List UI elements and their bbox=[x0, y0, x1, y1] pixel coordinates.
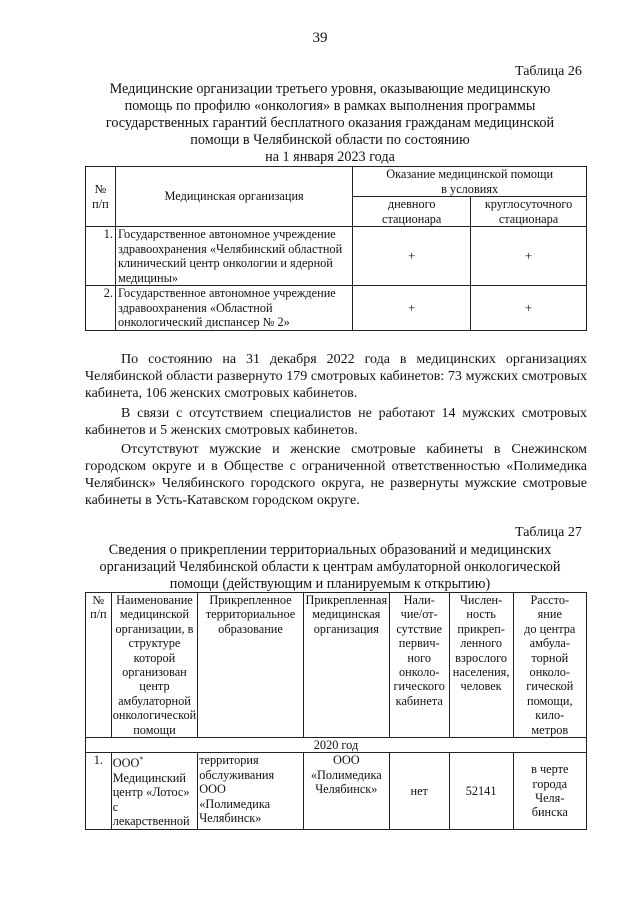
col-header-distance bbox=[513, 593, 586, 738]
header-line: Числен- bbox=[459, 593, 503, 607]
table-row bbox=[86, 753, 587, 829]
header-line: населения, bbox=[452, 665, 510, 680]
name-line: с bbox=[112, 799, 119, 814]
col-header-territory bbox=[198, 593, 304, 738]
distance-line: города bbox=[532, 776, 568, 791]
year-row bbox=[86, 738, 587, 753]
header-num-line1: № bbox=[94, 182, 107, 196]
distance-line: Челя- bbox=[535, 791, 565, 806]
header-line: Прикрепленная bbox=[305, 593, 388, 607]
org-line: Челябинск» bbox=[315, 782, 378, 797]
header-line: организован bbox=[122, 665, 187, 680]
distance-line: в черте bbox=[531, 762, 569, 777]
table-row bbox=[86, 227, 587, 286]
territory-line: территория bbox=[199, 753, 259, 768]
org-line: медицины» bbox=[117, 270, 179, 285]
row-num: 1. bbox=[86, 227, 116, 286]
col-header-num bbox=[86, 593, 112, 738]
table-27-title bbox=[80, 542, 580, 593]
header-day-line1: дневного bbox=[387, 197, 436, 211]
col-header-name bbox=[111, 593, 197, 738]
table-26-title-line: помощь по профилю «онкология» в рамках выполнения программы bbox=[124, 98, 536, 114]
header-line: организации, в bbox=[115, 621, 194, 636]
header-line: Прикрепленное bbox=[209, 593, 292, 607]
table-26-title-line: на 1 января 2023 года bbox=[265, 149, 395, 165]
org-line: онкологический диспансер № 2» bbox=[117, 315, 290, 329]
paragraph-cabinets-closed: В связи с отсутствием специалистов не работают 14 мужских смотровых кабинетов и 5 женских смотровых кабинетов. bbox=[85, 406, 587, 438]
header-line: структуре bbox=[128, 636, 181, 651]
row-day: + bbox=[353, 286, 471, 331]
name-line-text: ООО bbox=[112, 756, 140, 771]
table-26-title-line: Медицинские организации третьего уровня, оказывающие медицинскую bbox=[109, 81, 551, 97]
header-line: помощи, bbox=[526, 693, 573, 708]
header-line: человек bbox=[460, 679, 502, 694]
org-line: здравоохранения «Областной bbox=[117, 300, 273, 315]
row-num: 1. bbox=[86, 753, 112, 829]
table-27-title-line: Сведения о прикреплении территориальных образований и медицинских bbox=[108, 542, 552, 558]
header-conditions-line2: в условиях bbox=[441, 181, 499, 196]
header-line: онкологической bbox=[112, 708, 197, 723]
header-line: Наименование bbox=[116, 593, 193, 607]
territory-line: Челябинск» bbox=[199, 811, 262, 826]
table-row bbox=[86, 286, 587, 331]
header-line: взрослого bbox=[455, 650, 508, 665]
org-line: здравоохранения «Челябинский областной bbox=[117, 241, 343, 256]
row-population: 52141 bbox=[449, 753, 513, 829]
header-line: амбула- bbox=[529, 636, 570, 651]
header-line: сутствие bbox=[396, 621, 443, 636]
header-line: центр bbox=[139, 679, 170, 694]
header-line: ность bbox=[466, 607, 496, 622]
table-27-header-row bbox=[86, 593, 587, 738]
header-line: прикреп- bbox=[457, 621, 505, 636]
name-line: Медицинский bbox=[112, 770, 186, 785]
header-line: амбулаторной bbox=[118, 693, 191, 708]
row-distance bbox=[513, 753, 586, 829]
name-line: центр «Лотос» bbox=[112, 785, 190, 800]
header-line: чие/от- bbox=[400, 607, 438, 622]
table-27-title-line: помощи (действующим и планируемым к открытию) bbox=[169, 576, 491, 592]
header-line: ленного bbox=[460, 636, 502, 651]
paragraph-cabinets-total: По состоянию на 31 декабря 2022 года в медицинских организациях Челябинской области развернуто 179 смотровых кабинетов: 73 мужских смотровых кабинета, 106 женских смотровых кабинетов. bbox=[85, 352, 587, 401]
row-org bbox=[115, 227, 352, 286]
col-header-round bbox=[471, 197, 587, 227]
org-line: Государственное автономное учреждение bbox=[117, 286, 336, 300]
header-line: торной bbox=[531, 650, 569, 665]
header-line: которой bbox=[133, 650, 176, 665]
row-cabinet: нет bbox=[389, 753, 449, 829]
org-line: Государственное автономное учреждение bbox=[117, 227, 336, 241]
territory-line: ООО bbox=[199, 782, 226, 797]
row-round: + bbox=[471, 286, 587, 331]
org-line: «Полимедика bbox=[310, 767, 382, 782]
header-line: яние bbox=[537, 607, 562, 622]
header-line: медицинской bbox=[119, 607, 190, 622]
org-line: клинический центр онкологии и ядерной bbox=[117, 256, 333, 270]
table-27 bbox=[85, 592, 587, 830]
col-header-population bbox=[449, 593, 513, 738]
header-line: территориальное bbox=[205, 607, 296, 622]
row-org bbox=[115, 286, 352, 331]
row-round: + bbox=[471, 227, 587, 286]
header-line: кило- bbox=[535, 708, 565, 723]
col-header-org: Медицинская организация bbox=[115, 167, 352, 227]
org-line: ООО bbox=[332, 753, 360, 768]
header-line: медицинская bbox=[312, 607, 381, 622]
table-27-title-line: организаций Челябинской области к центрам амбулаторной онкологической bbox=[99, 559, 561, 575]
row-name bbox=[111, 753, 197, 829]
row-day: + bbox=[353, 227, 471, 286]
header-line: организация bbox=[313, 621, 379, 636]
table-26-title bbox=[90, 81, 570, 166]
page-number: 39 bbox=[312, 30, 328, 46]
header-line: гической bbox=[526, 679, 574, 694]
header-line: метров bbox=[531, 722, 569, 737]
table-26-title-line: помощи в Челябинской области по состоянию bbox=[190, 132, 470, 148]
distance-line: бинска bbox=[531, 805, 568, 820]
header-round-line1: круглосуточного bbox=[484, 197, 573, 211]
row-attached-org bbox=[303, 753, 389, 829]
header-num-line2: п/п bbox=[92, 196, 109, 211]
table-26 bbox=[85, 166, 587, 331]
header-line: гического bbox=[393, 679, 445, 694]
col-header-cabinet bbox=[389, 593, 449, 738]
header-line: № bbox=[92, 593, 105, 607]
header-line: образование bbox=[218, 621, 283, 636]
name-line: лекарственной bbox=[112, 814, 190, 829]
territory-line: «Полимедика bbox=[199, 796, 271, 811]
header-line: Нали- bbox=[403, 593, 435, 607]
header-line: Рассто- bbox=[530, 593, 570, 607]
header-line: ного bbox=[407, 650, 432, 665]
territory-line: обслуживания bbox=[199, 767, 275, 782]
header-line: первич- bbox=[398, 636, 440, 651]
header-line: онколо- bbox=[529, 665, 570, 680]
header-line: кабинета bbox=[395, 693, 443, 708]
header-line: п/п bbox=[90, 607, 107, 622]
header-conditions-line1: Оказание медицинской помощи bbox=[386, 167, 554, 181]
header-line: помощи bbox=[133, 722, 176, 737]
col-header-day bbox=[353, 197, 471, 227]
col-header-conditions bbox=[353, 167, 587, 197]
table-27-label: Таблица 27 bbox=[515, 525, 582, 540]
year-cell: 2020 год bbox=[86, 738, 587, 753]
col-header-attached-org bbox=[303, 593, 389, 738]
table-26-label: Таблица 26 bbox=[515, 64, 582, 79]
row-territory bbox=[198, 753, 304, 829]
paragraph-cabinets-absent: Отсутствуют мужские и женские смотровые кабинеты в Снежинском городском округе и в Обществе с ограниченной ответственностью «Полимедика Челябинск» Челябинского городского округа, не развернуты мужские смотровые кабинеты в Усть-Катавском городском округе. bbox=[85, 442, 587, 508]
header-line: онколо- bbox=[399, 665, 440, 680]
table-26-title-line: государственных гарантий бесплатного оказания гражданам медицинской bbox=[105, 115, 555, 131]
header-day-line2: стационара bbox=[381, 211, 442, 226]
header-round-line2: стационара bbox=[498, 211, 559, 226]
col-header-num bbox=[86, 167, 116, 227]
footnote-mark: * bbox=[139, 755, 144, 765]
name-line bbox=[113, 753, 196, 771]
header-line: до центра bbox=[524, 621, 576, 636]
row-num: 2. bbox=[86, 286, 116, 331]
